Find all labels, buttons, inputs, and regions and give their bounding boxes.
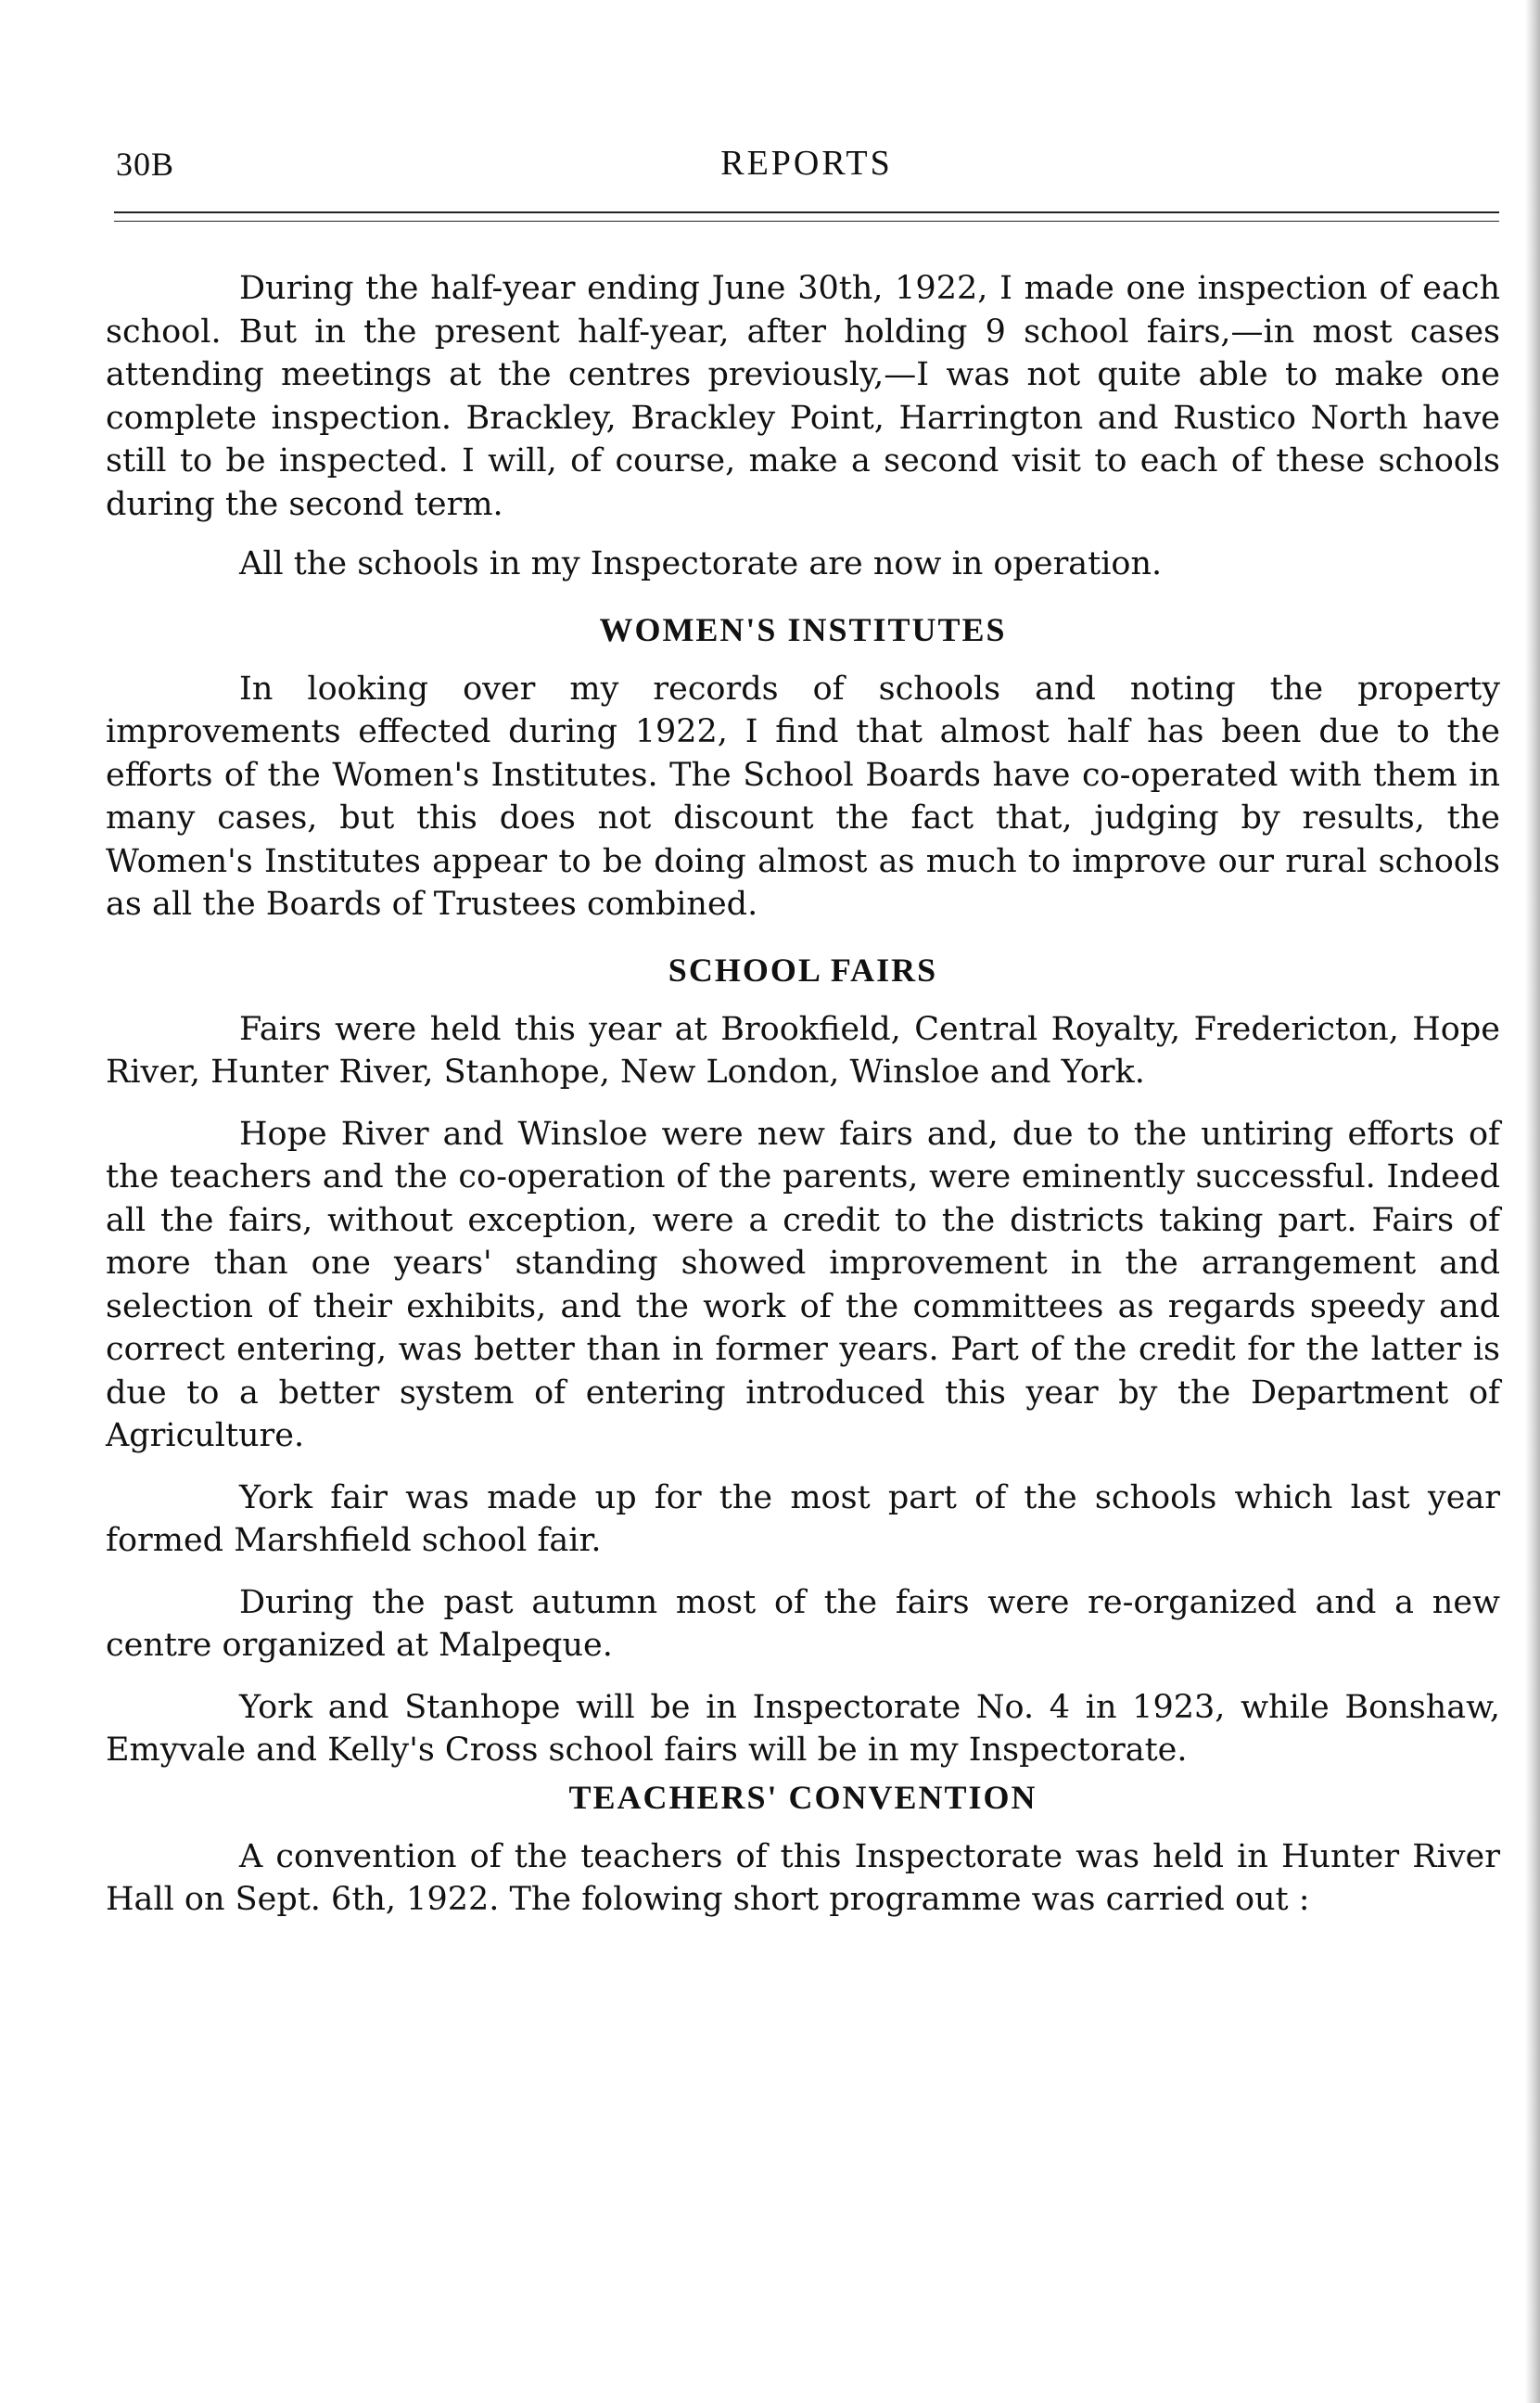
page-header (116, 139, 1497, 195)
section-heading-teachers-convention: TEACHERS' CONVENTION (568, 1778, 1037, 1816)
paragraph: During the half-year ending June 30th, 1922, I made one inspection of each school. But in the present half-year, after holding 9 school fairs,—in most cases attending meetings at the centres previously,—I was not quite able to make one complete inspection. Brackley, Brackley Point, Harrington and Rustico North have still to be inspected. I will, of course, make a second visit to each of these schools during the second term. (106, 270, 1500, 523)
paragraph: Hope River and Winsloe were new fairs and, due to the untiring efforts of the teachers and the co-operation of the parents, were eminently successful. Indeed all the fairs, without exception, were a credit to the districts taking part. Fairs of more than one years' standing showed improvement in the arrangement and selection of their exhibits, and the work of the committees as regards speedy and correct entering, was better than in former years. Part of the credit for the latter is due to a better system of entering introduced this year by the Department of Agriculture. (106, 1115, 1500, 1454)
body-text (106, 260, 1500, 1922)
paragraph: In looking over my records of schools and noting the property improvements effected during 1922, I find that almost half has been due to the efforts of the Women's Institutes. The School Boards have co-operated with them in many cases, but this does not discount the fact that, judging by results, the Women's Institutes appear to be doing almost as much to improve our rural schools as all the Boards of Trustees combined. (106, 670, 1500, 923)
paragraph: York and Stanhope will be in Inspectorate No. 4 in 1923, while Bonshaw, Emyvale and Kelly's Cross school fairs will be in my Inspectorate. (106, 1688, 1500, 1769)
page-edge-shadow (1525, 0, 1540, 2403)
paragraph: During the past autumn most of the fairs were re-organized and a new centre organized at Malpeque. (106, 1583, 1500, 1664)
paragraph: All the schools in my Inspectorate are now in operation. (239, 545, 1163, 582)
page-number: 30B (116, 146, 175, 183)
paragraph: Fairs were held this year at Brookfield, Central Royalty, Fredericton, Hope River, Hunter River, Stanhope, New London, Winsloe and York. (106, 1010, 1500, 1091)
running-title: REPORTS (720, 144, 893, 183)
section-heading-womens-institutes: WOMEN'S INSTITUTES (599, 610, 1007, 648)
section-heading-school-fairs: SCHOOL FAIRS (668, 951, 938, 989)
paragraph: York fair was made up for the most part of the schools which last year formed Marshfield school fair. (106, 1478, 1500, 1559)
paragraph: A convention of the teachers of this Inspectorate was held in Hunter River Hall on Sept. 6th, 1922. The folowing short programme was carried out : (106, 1837, 1500, 1918)
header-rule (114, 211, 1499, 213)
header-rule-thin (114, 221, 1499, 222)
